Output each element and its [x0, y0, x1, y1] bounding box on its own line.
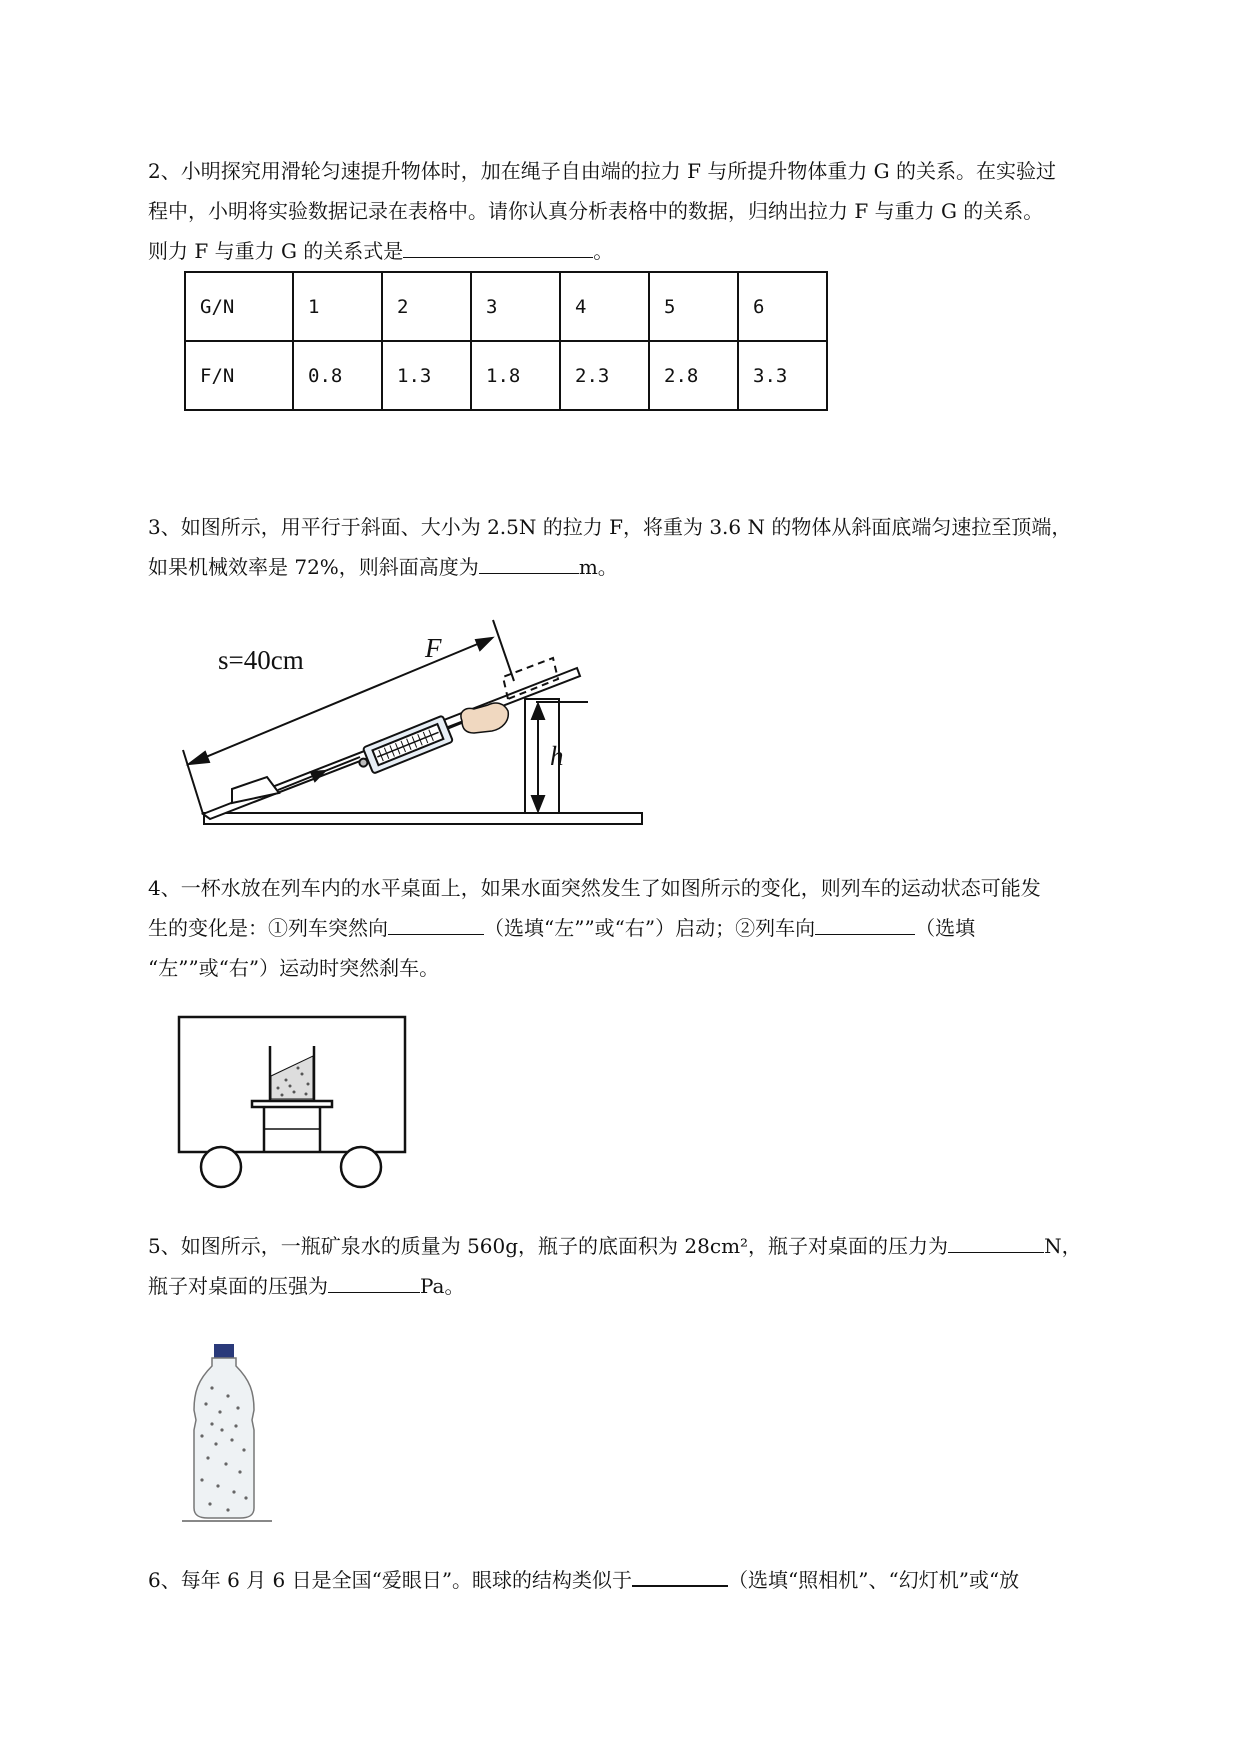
question-6-line-1: 6、每年 6 月 6 日是全国“爱眼日”。眼球的结构类似于 （选填“照相机”、“幻灯机”或“放	[148, 1560, 1163, 1600]
table-cell: 4	[560, 272, 649, 341]
answer-blank-q6[interactable]	[632, 1563, 728, 1587]
incline-figure	[170, 615, 650, 830]
question-2-line-1: 2、小明探究用滑轮匀速提升物体时，加在绳子自由端的拉力 F 与所提升物体重力 G 的关系。在实验过	[148, 159, 1057, 183]
incline-base	[204, 813, 642, 824]
answer-blank-q5a[interactable]	[948, 1230, 1044, 1253]
question-3	[148, 507, 1163, 587]
question-3-line-1: 3、如图所示，用平行于斜面、大小为 2.5N 的拉力 F，将重为 3.6 N 的物体从斜面底端匀速拉至顶端，	[148, 515, 1072, 539]
table-row-g	[185, 272, 827, 341]
table-header-g: G/N	[185, 272, 293, 341]
question-5-line-2: 瓶子对桌面的压强为 Pa。	[148, 1266, 1163, 1306]
train-figure	[174, 1010, 414, 1190]
table-top	[252, 1101, 332, 1107]
data-table	[184, 271, 828, 411]
distance-tick	[493, 620, 514, 681]
answer-blank-q4a[interactable]	[388, 912, 484, 935]
hand	[461, 703, 508, 733]
table-cell: 2	[382, 272, 471, 341]
answer-blank-q5b[interactable]	[328, 1270, 420, 1293]
distance-label: s=40cm	[218, 645, 304, 675]
answer-blank-q2[interactable]	[403, 235, 593, 258]
table-row-f	[185, 341, 827, 410]
arrow-head-right	[476, 638, 492, 650]
question-2	[148, 151, 1163, 271]
table-cell: 3.3	[738, 341, 827, 410]
table-cell: 1.3	[382, 341, 471, 410]
height-label: h	[550, 741, 564, 771]
table-cell: 1.8	[471, 341, 560, 410]
bottle-cap	[214, 1344, 234, 1358]
train-wheel-right	[341, 1147, 381, 1187]
table-cell: 1	[293, 272, 382, 341]
question-4	[148, 868, 1163, 988]
question-4-line-1: 4、一杯水放在列车内的水平桌面上，如果水面突然发生了如图所示的变化，则列车的运动状态可能发	[148, 876, 1041, 900]
arrow-head-left	[189, 752, 209, 764]
question-2-line-2: 程中，小明将实验数据记录在表格中。请你认真分析表格中的数据，归纳出拉力 F 与重力 G 的关系。	[148, 199, 1044, 223]
train-wheel-left	[201, 1147, 241, 1187]
answer-blank-q4b[interactable]	[815, 912, 915, 935]
force-label: F	[425, 633, 442, 663]
question-4-line-2: 生的变化是：①列车突然向 （选填“左””或“右”）启动；②列车向 （选填	[148, 908, 1163, 948]
question-6	[148, 1560, 1163, 1600]
question-5	[148, 1226, 1163, 1306]
question-4-line-3: “左””或“右”）运动时突然刹车。	[148, 956, 440, 980]
table-cell: 5	[649, 272, 738, 341]
bottle-body	[194, 1358, 254, 1518]
answer-blank-q3[interactable]	[479, 551, 579, 574]
table-cell: 2.3	[560, 341, 649, 410]
question-5-line-1: 5、如图所示，一瓶矿泉水的质量为 560g，瓶子的底面积为 28cm²，瓶子对桌面的压力为 N，	[148, 1226, 1163, 1266]
table-cell: 3	[471, 272, 560, 341]
table-cell: 2.8	[649, 341, 738, 410]
table-header-f: F/N	[185, 341, 293, 410]
question-2-line-3: 则力 F 与重力 G 的关系式是 。	[148, 231, 1163, 271]
question-3-line-2: 如果机械效率是 72%，则斜面高度为 m。	[148, 547, 1163, 587]
table-cell: 0.8	[293, 341, 382, 410]
bottle-figure	[172, 1340, 282, 1530]
table-cell: 6	[738, 272, 827, 341]
